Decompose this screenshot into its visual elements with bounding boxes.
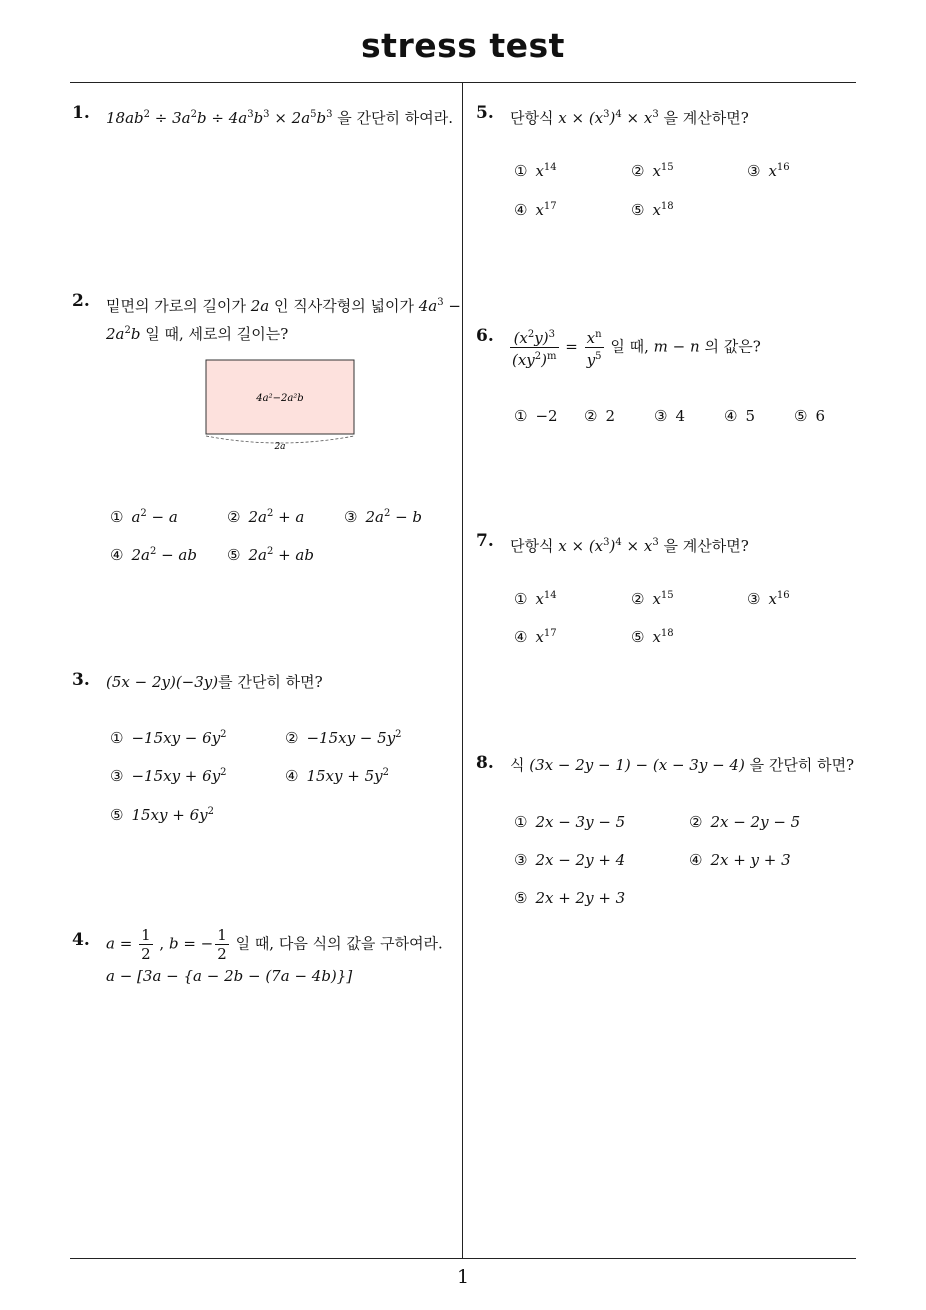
choice-marker: ③ (747, 162, 761, 180)
question-number: 8. (476, 753, 494, 773)
choice-1[interactable] (514, 813, 625, 831)
choice-expression: 2x + y + 3 (710, 851, 791, 869)
question-suffix: 를 간단히 하면? (218, 673, 323, 691)
choice-marker: ② (584, 407, 598, 425)
width-label: 2a (274, 442, 286, 450)
question-text-line-2 (106, 317, 288, 348)
choice-expression: $-15xy - 5y^2$ (306, 729, 402, 747)
question-text-part: 일 때, 세로의 길이는? (145, 325, 289, 343)
choice-expression: $2a^2 + a$ (248, 508, 305, 526)
choice-3[interactable] (747, 590, 790, 608)
choice-expression: $x^{18}$ (652, 201, 674, 219)
choice-marker: ④ (110, 546, 124, 564)
fraction-left: $\frac{(x^2y)^3}{(xy^2)^m}$ (510, 326, 559, 369)
choice-value: 2 (605, 407, 615, 425)
choice-5[interactable] (631, 201, 674, 219)
question-number: 4. (72, 930, 90, 950)
header-rule (70, 82, 856, 83)
choice-expression: $15xy + 6y^2$ (131, 806, 214, 824)
choice-expression: $a^2 - a$ (131, 508, 178, 526)
choice-expression: $x^{17}$ (535, 201, 557, 219)
choice-marker: ④ (724, 407, 738, 425)
choice-1[interactable] (110, 729, 227, 747)
math-expression: 2a (250, 297, 270, 315)
choice-value: 5 (745, 407, 755, 425)
choice-expression: $2a^2$ − ab (131, 546, 197, 564)
choice-2[interactable] (285, 729, 402, 747)
choice-1[interactable] (514, 162, 557, 180)
choice-expression: $x^{16}$ (768, 590, 790, 608)
area-label: 4a²−2a²b (256, 393, 304, 404)
choice-3[interactable] (654, 407, 685, 425)
choice-marker: ① (514, 162, 528, 180)
question-suffix: 일 때, 다음 식의 값을 구하여라. (235, 934, 443, 953)
choice-marker: ⑤ (794, 407, 808, 425)
choice-expression: $x^{17}$ (535, 628, 557, 646)
choice-expression: $2a^2 - b$ (365, 508, 423, 526)
choice-expression: $-15xy - 6y^2$ (131, 729, 227, 747)
question-number: 3. (72, 670, 90, 690)
choice-2[interactable] (689, 813, 800, 831)
equals-sign: = (565, 337, 578, 356)
choice-1[interactable] (514, 407, 558, 425)
choice-4[interactable] (514, 201, 557, 219)
question-suffix: 을 계산하면? (663, 537, 749, 555)
question-text (106, 668, 323, 696)
choice-marker: ② (227, 508, 241, 526)
choice-marker: ② (285, 729, 299, 747)
choice-value: 4 (675, 407, 685, 425)
choice-marker: ② (689, 813, 703, 831)
math-expression: $4a^3$ − (418, 297, 461, 315)
choice-marker: ③ (747, 590, 761, 608)
choice-1[interactable] (110, 508, 178, 526)
question-text-part: 식 (510, 756, 525, 774)
choice-5[interactable] (794, 407, 825, 425)
choice-marker: ④ (689, 851, 703, 869)
math-expression: $18ab^2 \div 3a^2b \div 4a^3b^3 \times 2a^5b^3$ (106, 109, 333, 127)
question-text (510, 751, 854, 779)
choice-marker: ④ (514, 628, 528, 646)
choice-1[interactable] (514, 590, 557, 608)
math-expression: $x \times (x^3)^4 \times x^3$ (558, 537, 659, 555)
rectangle-diagram (204, 358, 356, 450)
math-expression: b = − (168, 934, 214, 953)
choice-4[interactable] (110, 546, 197, 564)
choice-3[interactable] (110, 767, 227, 785)
math-expression: $2a^2b$ (106, 325, 141, 343)
choice-2[interactable] (227, 508, 304, 526)
choice-marker: ① (514, 407, 528, 425)
choice-5[interactable] (110, 806, 214, 824)
choice-marker: ⑤ (227, 546, 241, 564)
choice-marker: ① (110, 508, 124, 526)
choice-4[interactable] (689, 851, 791, 869)
choice-expression: $2a^2$ + ab (248, 546, 314, 564)
question-number: 7. (476, 531, 494, 551)
choice-expression: $x^{16}$ (768, 162, 790, 180)
question-text (510, 529, 749, 560)
question-number: 6. (476, 326, 494, 346)
choice-expression: 2x + 2y + 3 (535, 889, 626, 907)
question-text-line-2 (106, 962, 352, 990)
question-suffix: 을 간단히 하여라. (337, 109, 454, 127)
question-text-part: 일 때, (610, 337, 649, 356)
choice-expression: $15xy + 5y^2$ (306, 767, 389, 785)
choice-expression: $x^{15}$ (652, 162, 674, 180)
math-expression: a = (106, 934, 133, 953)
choice-marker: ④ (514, 201, 528, 219)
choice-2[interactable] (631, 162, 674, 180)
choice-3[interactable] (344, 508, 422, 526)
question-number: 5. (476, 103, 494, 123)
choice-marker: ① (110, 729, 124, 747)
footer-rule (70, 1258, 856, 1259)
choice-expression: 2x − 2y − 5 (710, 813, 801, 831)
choice-marker: ⑤ (514, 889, 528, 907)
question-text-part: 밑면의 가로의 길이가 (106, 297, 246, 315)
question-text-line-1 (106, 926, 443, 963)
choice-marker: ③ (514, 851, 528, 869)
choice-4[interactable] (285, 767, 389, 785)
page-title: stress test (361, 26, 565, 65)
choice-expression: $-15xy + 6y^2$ (131, 767, 227, 785)
question-number: 1. (72, 103, 90, 123)
choice-value: −2 (535, 407, 558, 425)
math-expression: m − n (653, 337, 700, 356)
choice-marker: ⑤ (631, 201, 645, 219)
fraction: $\frac{1}{2}$ (217, 926, 227, 963)
choice-expression: 2x − 3y − 5 (535, 813, 626, 831)
question-text-part: , (159, 934, 165, 953)
choice-marker: ② (631, 590, 645, 608)
fraction: $\frac{1}{2}$ (141, 926, 151, 963)
choice-marker: ① (514, 590, 528, 608)
choice-2[interactable] (631, 590, 674, 608)
choice-marker: ④ (285, 767, 299, 785)
choice-2[interactable] (584, 407, 615, 425)
question-text-part: 인 직사각형의 넓이가 (274, 297, 414, 315)
question-text (510, 101, 749, 132)
choice-marker: ③ (654, 407, 668, 425)
question-number: 2. (72, 291, 90, 311)
choice-4[interactable] (514, 628, 557, 646)
choice-marker: ③ (110, 767, 124, 785)
column-divider (462, 83, 463, 1259)
math-expression: a − [3a − {a − 2b − (7a − 4b)}] (106, 967, 353, 985)
choice-expression: $x^{14}$ (535, 162, 557, 180)
choice-expression: $x^{18}$ (652, 628, 674, 646)
choice-3[interactable] (514, 851, 625, 869)
choice-4[interactable] (724, 407, 755, 425)
math-expression: $x \times (x^3)^4 \times x^3$ (558, 109, 659, 127)
choice-marker: ③ (344, 508, 358, 526)
choice-expression: $x^{14}$ (535, 590, 557, 608)
choice-expression: 2x − 2y + 4 (535, 851, 626, 869)
question-text-part: 단항식 (510, 109, 554, 127)
choice-5[interactable] (227, 546, 314, 564)
page-number: 1 (456, 1266, 470, 1288)
question-text (106, 101, 453, 132)
question-suffix: 을 간단히 하면? (749, 756, 855, 774)
choice-3[interactable] (747, 162, 790, 180)
choice-5[interactable] (631, 628, 674, 646)
question-text-line-1 (106, 289, 461, 320)
question-suffix: 을 계산하면? (663, 109, 749, 127)
choice-marker: ⑤ (631, 628, 645, 646)
choice-5[interactable] (514, 889, 625, 907)
math-expression: (5x − 2y)(−3y) (106, 673, 219, 691)
choice-marker: ⑤ (110, 806, 124, 824)
question-text (508, 326, 761, 369)
question-suffix: 의 값은? (704, 337, 761, 356)
choice-expression: $x^{15}$ (652, 590, 674, 608)
choice-value: 6 (815, 407, 825, 425)
fraction-right: $\frac{x^n}{y^5}$ (585, 326, 604, 369)
question-text-part: 단항식 (510, 537, 554, 555)
choice-marker: ② (631, 162, 645, 180)
math-expression: (3x − 2y − 1) − (x − 3y − 4) (529, 756, 745, 774)
choice-marker: ① (514, 813, 528, 831)
